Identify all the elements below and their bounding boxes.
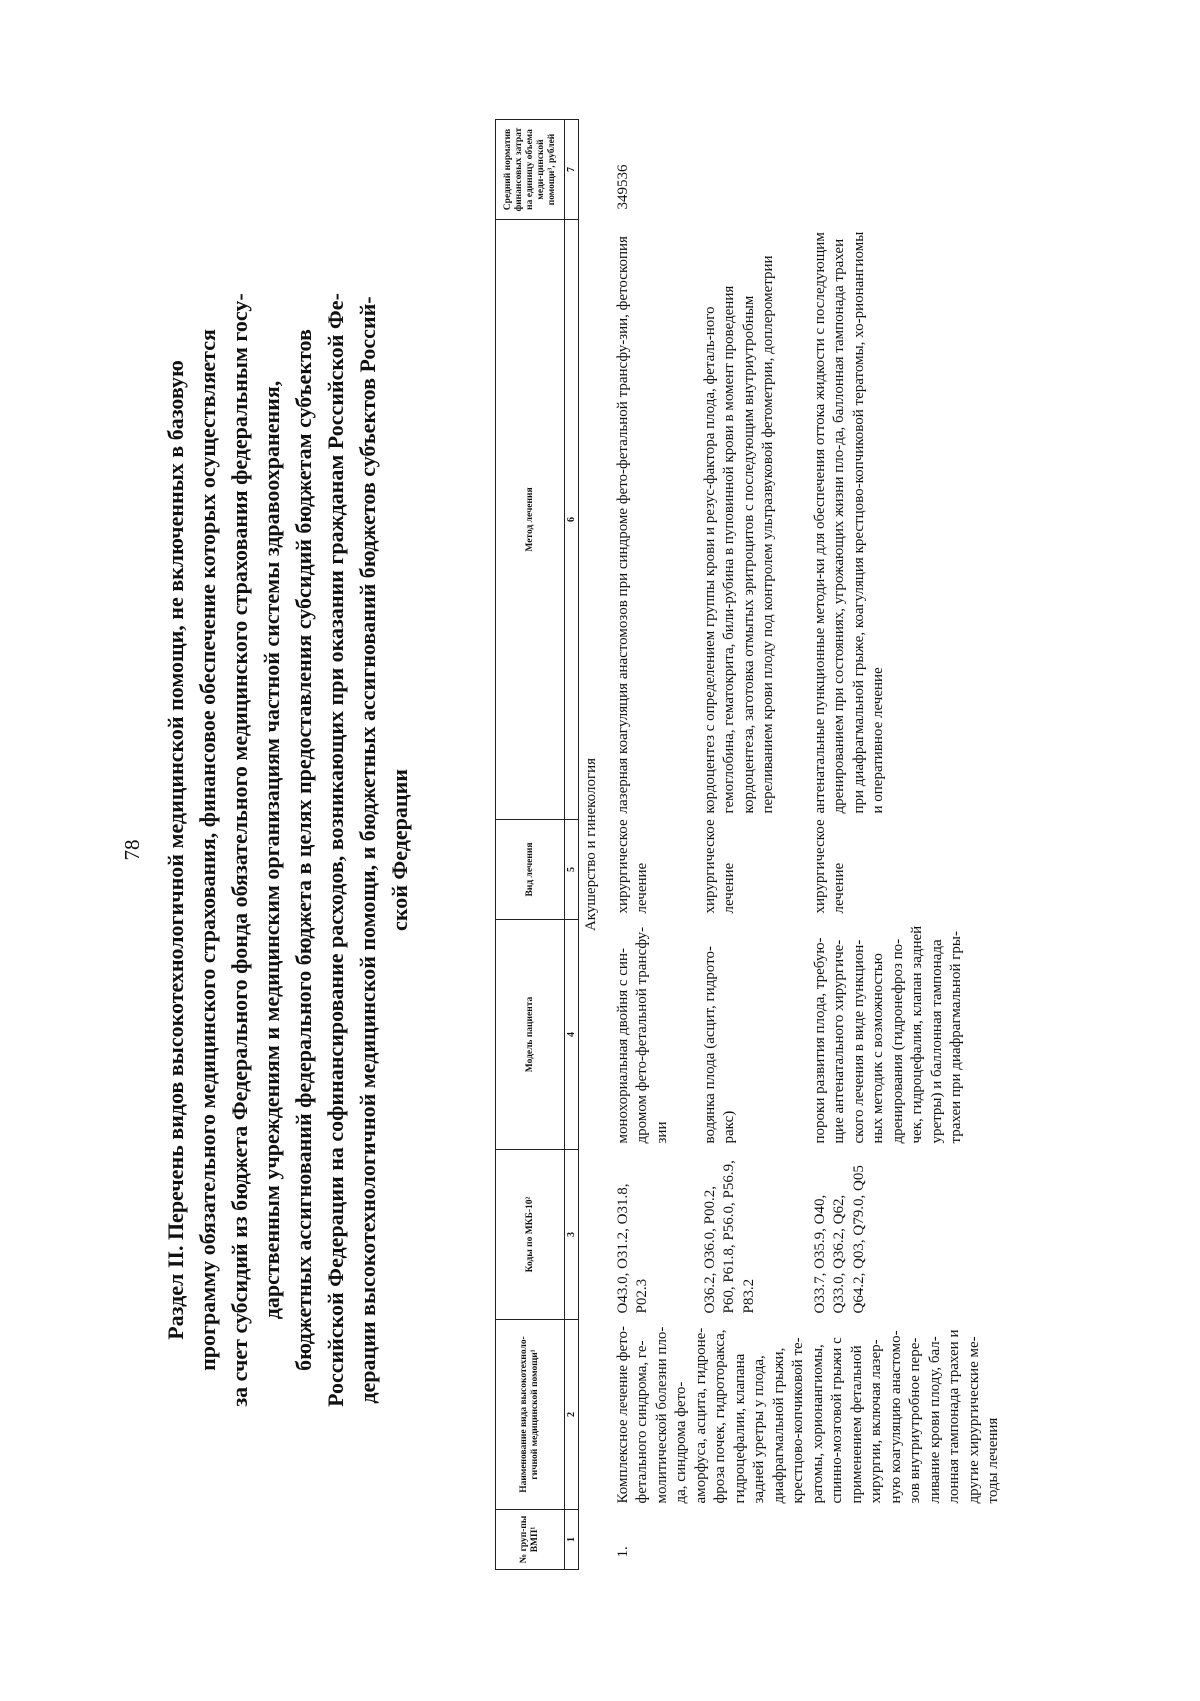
table-header bbox=[496, 120, 579, 1570]
treatment-method: лазерная коагуляция анастомозов при синдроме фето-фетальной трансфу-зии, фетоскопия bbox=[614, 236, 631, 814]
treatment-method: кордоцентез с определением группы крови и резус-фактора плода, феталь-ного гемоглобина, гематокрита, били-рубина в пуповинной крови в момент проведения кордоцентеза, заготовка отмытых эритроцитов с последующим внутриутробным переливанием крови плоду под контролем ультразвуковой фетометрии, доплерометрии bbox=[701, 255, 777, 814]
column-number-row bbox=[565, 120, 579, 1570]
patient-model: водянка плода (асцит, гидрото-ракс) bbox=[701, 946, 738, 1144]
treatment-type: хирургическое лечение bbox=[614, 819, 650, 914]
group-number: 1. bbox=[614, 1546, 631, 1558]
section-row bbox=[579, 120, 608, 1570]
treatment-type: хирургическое лечение bbox=[811, 819, 848, 914]
section-title: Акушерство и гинекология bbox=[583, 757, 599, 932]
heading-line: ской Федерации bbox=[387, 769, 412, 931]
column-number: 3 bbox=[565, 1150, 579, 1320]
treatment-method: антенатальные пункционные методи-ки для обеспечения оттока жидкости с последующим дренированием при состояниях, угрожающих жизни пло-да, баллонная тампонада трахеи при диафрагмальной грыже, коагуляция крестцово-копчиковой тератомы, хо-рионангиомы и оперативное лечение bbox=[811, 231, 887, 814]
icd-codes: О43.0, О31.2, О31.8, Р02.3 bbox=[614, 1183, 650, 1314]
heading-line: программу обязательного медицинского страхования, финансовое обеспечение которых осуществляется bbox=[195, 329, 220, 1371]
section-heading bbox=[160, 140, 416, 1560]
icd-codes: О36.2, О36.0, Р00.2, Р60, Р61.8, Р56.0, Р56.9, Р83.2 bbox=[701, 1160, 757, 1314]
treatment-type: хирургическое лечение bbox=[701, 819, 738, 914]
patient-model: пороки развития плода, требую-щие антенатального хирургиче-ского лечения в виде пункцион-ных методик с возможностью дренирования (гидронефроз по-чек, гидроцефалия, клапан задней уретры) и баллонная тампонада трахеи при диафрагмальной гры- bbox=[811, 925, 965, 1144]
column-number: 6 bbox=[565, 220, 579, 820]
vmp-name: Комплексное лечение фето-фетального синдрома, ге-молитической болезни пло-да, синдрома фето-аморфуса, асцита, гидроне-фроза почек, гидроторакса, гидроцефалии, клапана задней уретры у плода, диафрагмальной грыжи, крестцово-копчиковой те-ратомы, хорионангиомы, спинно-мозговой грыжи с применением фетальной хирургии, включая лазер-ную коагуляцию анастомо-зов внутриутробное пере-ливание крови плоду, бал-лонная тампонада трахеи и другие хирургические ме-тоды лечения bbox=[614, 1326, 1001, 1504]
column-number: 4 bbox=[565, 920, 579, 1150]
icd-codes: О33.7, О35.9, О40, Q33.0, Q36.2, Q62, Q64.2, Q03, Q79.0, Q05 bbox=[811, 1165, 867, 1314]
column-number: 2 bbox=[565, 1320, 579, 1510]
header-group-number: № груп-пы ВМП¹ bbox=[496, 1510, 565, 1570]
heading-line: бюджетных ассигнований федерального бюджета в целях предоставления субсидий бюджетам субъектов bbox=[291, 329, 316, 1371]
column-number: 7 bbox=[565, 120, 579, 220]
header-average-cost: Средний норматив финансовых затрат на единицу объема меди-цинской помощи³, рублей bbox=[496, 120, 565, 220]
patient-model: монохориальная двойня с син-дромом фето-фетальной трансфу-зии bbox=[614, 926, 670, 1144]
header-treatment-type: Вид лечения bbox=[496, 820, 565, 920]
column-number: 1 bbox=[565, 1510, 579, 1570]
column-number: 5 bbox=[565, 820, 579, 920]
header-row bbox=[496, 120, 565, 1570]
heading-line: дерации высокотехнологичной медицинской помощи, и бюджетных ассигнований бюджетов субъектов Россий- bbox=[355, 296, 380, 1404]
header-treatment-method: Метод лечения bbox=[496, 220, 565, 820]
heading-line: Российской Федерации на софинансирование расходов, возникающих при оказании гражданам Российской Фе- bbox=[323, 293, 348, 1407]
header-icd-codes: Коды по МКБ-10² bbox=[496, 1150, 565, 1320]
vmp-table bbox=[495, 119, 1016, 1570]
average-cost: 349536 bbox=[614, 164, 631, 210]
heading-line: Раздел II. Перечень видов высокотехнологичной медицинской помощи, не включенных в базовую bbox=[163, 360, 188, 1340]
document-page bbox=[100, 100, 1100, 1600]
heading-line: дарственным учреждениям и медицинским организациям частной системы здравоохранения, bbox=[259, 380, 284, 1320]
header-vmp-name: Наименование вида высокотехноло-гичной медицинской помощи¹ bbox=[496, 1320, 565, 1510]
header-patient-model: Модель пациента bbox=[496, 920, 565, 1150]
heading-line: за счет субсидий из бюджета Федерального фонда обязательного медицинского страхования федеральным госу- bbox=[227, 293, 252, 1407]
table-row bbox=[608, 120, 701, 1570]
page-number: 78 bbox=[120, 839, 144, 861]
